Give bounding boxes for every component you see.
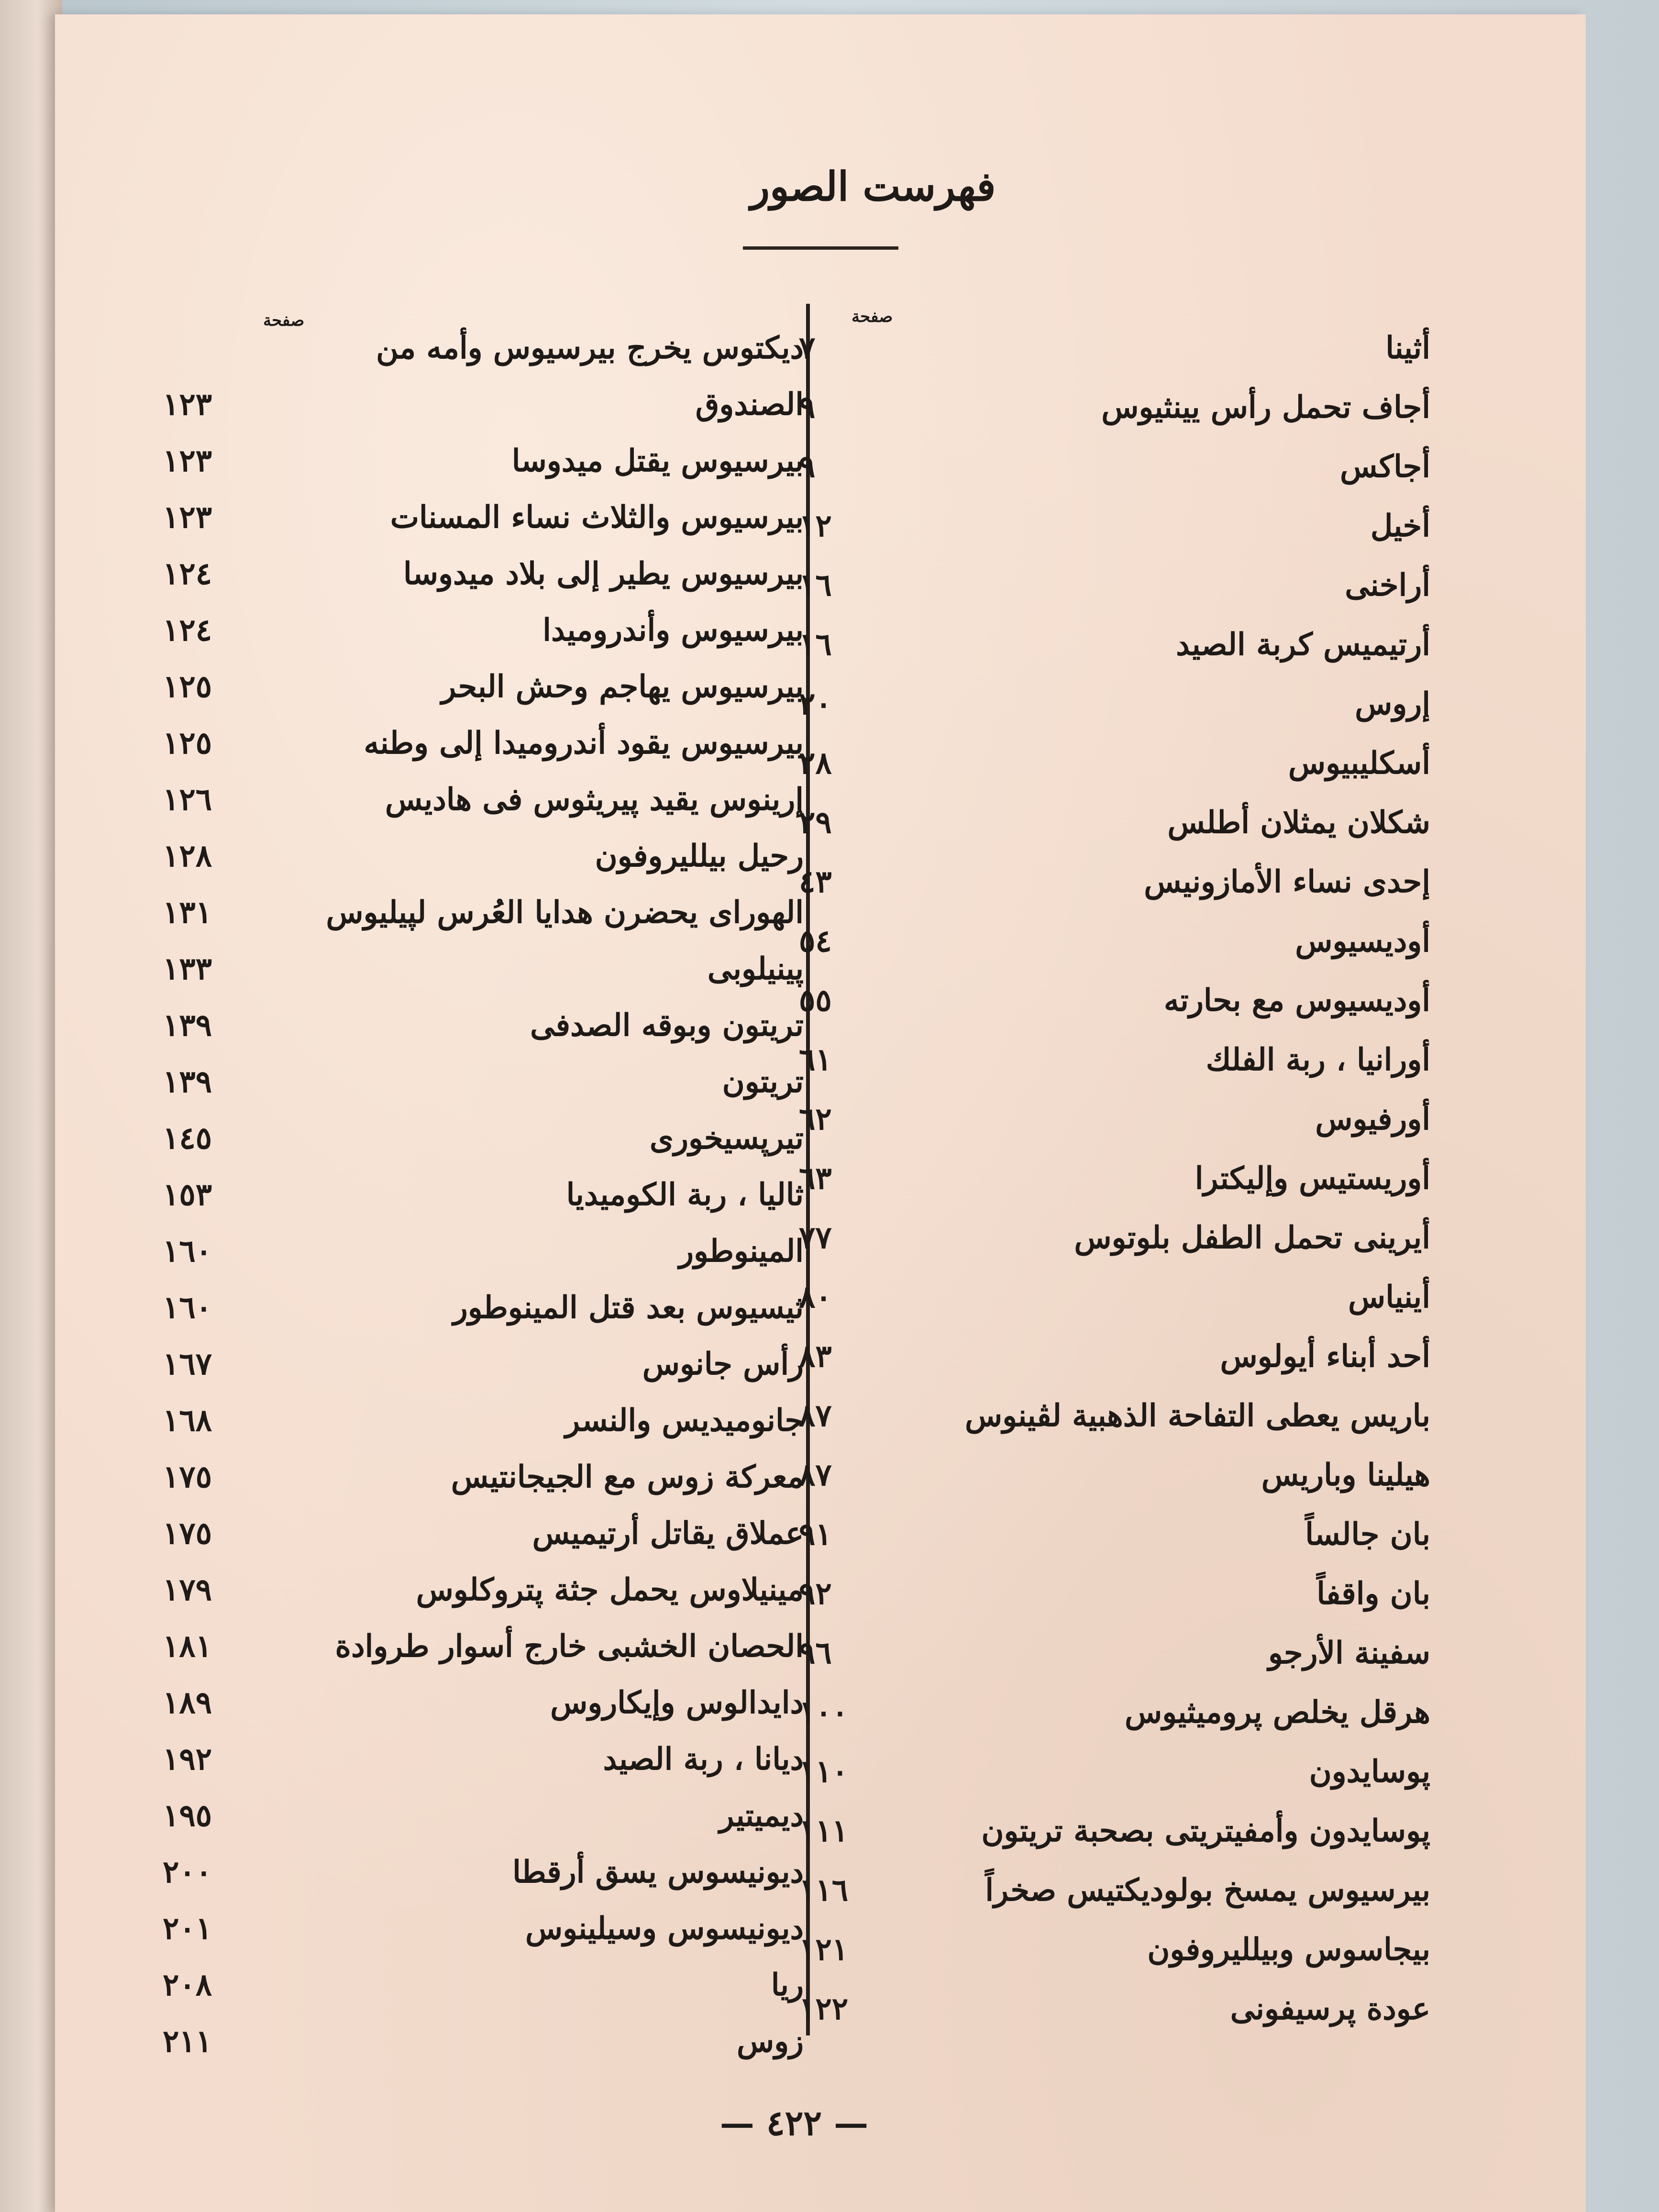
entry-title: ديميتير [719,1798,804,1834]
entry-page-number: ٥٥ [799,983,832,1018]
entry-title: پينيلوبى [707,951,804,987]
entry-title: أيرينى تحمل الطفل بلوتوس [1074,1220,1430,1256]
left-index-column [55,14,1586,2212]
index-entry [163,384,804,425]
entry-title: بيجاسوس وبيلليروفون [1147,1932,1430,1968]
entry-title: جانوميديس والنسر [565,1403,804,1438]
entry-page-number: ٨٣ [799,1338,832,1374]
entry-title: بيرسيوس وأندروميدا [542,612,804,648]
entry-title: أورانيا ، ربة الفلك [1206,1042,1430,1078]
entry-page-number: ١٤٥ [163,1120,212,1156]
entry-page-number: ٢٠ [799,686,832,722]
entry-page-number: ١٧٥ [163,1459,212,1495]
entry-page-number: ١٦٧ [163,1346,212,1382]
entry-page-number: ٨٧ [799,1457,832,1493]
index-entry [163,1118,804,1159]
entry-title: شكلان يمثلان أطلس [1167,805,1430,841]
entry-title: ديكتوس يخرج بيرسيوس وأمه من [376,330,804,366]
entry-title: ديونيسوس وسيلينوس [525,1911,804,1947]
index-entry [163,949,804,990]
index-entry [163,1513,804,1554]
page-number: — ٤٢٢ — [719,2102,869,2143]
entry-title: أخيل [1370,508,1430,544]
entry-title: هيلينا وباريس [1261,1457,1430,1493]
entry-title: ديونيسوس يسق أرقطا [512,1854,804,1890]
entry-title: أراخنى [1345,567,1430,603]
entry-page-number: ١٦ [799,627,832,663]
entry-title: أوديسيوس [1295,923,1430,959]
entry-title: أثينا [1385,330,1430,366]
entry-page-number: ١٨٩ [163,1685,212,1721]
entry-page-number: ٦١ [799,1042,832,1078]
index-entry [163,1739,804,1780]
entry-title: بيرسيوس يقتل ميدوسا [511,443,804,479]
book-page [55,14,1586,2212]
index-entry [163,610,804,651]
entry-page-number: ٨٧ [799,1398,832,1434]
entry-page-number: ٤٣ [799,864,832,900]
entry-title: ثاليا ، ربة الكوميديا [566,1177,804,1213]
entry-title: أجاف تحمل رأس يينثيوس [1101,389,1430,425]
entry-title: رحيل بيلليروفون [595,838,804,874]
entry-title: بان جالساً [1305,1516,1430,1552]
index-entry [163,1570,804,1611]
index-entry [163,1231,804,1272]
entry-page-number: ٩ [799,389,816,425]
entry-title: المينوطور [679,1233,804,1269]
entry-title: مينيلاوس يحمل جثة پتروكلوس [416,1572,804,1608]
entry-page-number: ٢٠٠ [163,1854,212,1890]
index-entry [163,892,804,933]
entry-title: أورفيوس [1315,1101,1430,1137]
entry-title: إرينوس يقيد پيريثوس فى هاديس [385,782,804,818]
entry-title: ثيسيوس بعد قتل المينوطور [453,1290,804,1326]
entry-title: بيرسيوس يهاجم وحش البحر [441,669,804,705]
entry-page-number: ١٧٥ [163,1515,212,1551]
index-entry [163,1344,804,1385]
entry-title: بيرسيوس والثلاث نساء المسنات [390,499,804,535]
entry-title: معركة زوس مع الجيجانتيس [451,1459,804,1495]
entry-page-number: ١٣٣ [163,951,212,987]
entry-page-number: ١٢٤ [163,556,212,592]
entry-title: بيرسيوس يقود أندروميدا إلى وطنه [364,725,804,761]
entry-title: أرتيميس كربة الصيد [1176,627,1430,663]
index-entry [163,2021,804,2062]
entry-title: پوسايدون [1309,1754,1430,1790]
entry-page-number: ١٢٣ [163,443,212,479]
index-entry [163,497,804,538]
entry-page-number: ١٣٩ [163,1007,212,1043]
left-column-page-heading: صفحة [263,311,305,330]
entry-title: الهوراى يحضرن هدايا العُرس لپيليوس [326,895,804,930]
entry-page-number: ١٧٩ [163,1572,212,1608]
entry-page-number: ٩٦ [799,1635,832,1671]
index-entry [163,723,804,764]
entry-page-number: ٢٨ [799,745,832,781]
entry-title: هرقل يخلص پروميثيوس [1125,1694,1430,1730]
entry-title: بان واقفاً [1316,1576,1430,1612]
entry-title: بيرسيوس يمسخ بولوديكتيس صخراً [985,1872,1430,1908]
index-entry [163,441,804,482]
entry-page-number: ١٢٦ [163,782,212,818]
entry-page-number: ٧ [799,330,816,366]
index-entry [163,1174,804,1216]
entry-page-number: ١٢٨ [163,838,212,874]
index-entry [163,666,804,708]
entry-page-number: ١٣١ [163,895,212,930]
entry-page-number: ١٦٠ [163,1290,212,1326]
page-title: فهرست الصور [750,163,996,210]
entry-title: تيرپسيخورى [649,1120,804,1156]
entry-page-number: ١٦٨ [163,1403,212,1438]
entry-page-number: ١٢١ [799,1932,849,1968]
entry-title: بيرسيوس يطير إلى بلاد ميدوسا [403,556,804,592]
entry-title: ديانا ، ربة الصيد [603,1741,804,1777]
entry-title: أينياس [1348,1279,1430,1315]
entry-page-number: ١٢٣ [163,387,212,422]
entry-page-number: ١١٦ [799,1872,849,1908]
index-entry [163,1852,804,1893]
entry-title: أوديسيوس مع بحارته [1163,983,1430,1018]
index-entry [163,1400,804,1441]
index-entry [163,1287,804,1328]
entry-page-number: ١٢ [799,508,832,544]
entry-page-number: ٧٧ [799,1220,832,1256]
index-entry [163,1457,804,1498]
entry-page-number: ١٣٩ [163,1064,212,1100]
entry-page-number: ٥٤ [799,923,832,959]
entry-title: پوسايدون وأمفيتريتى بصحبة تريتون [981,1813,1430,1849]
entry-page-number: ١٠٠ [799,1694,849,1730]
entry-title: أجاكس [1340,449,1430,485]
entry-title: تريتون وبوقه الصدفى [530,1007,804,1043]
entry-page-number: ٢٠٨ [163,1967,212,2003]
entry-page-number: ١٢٤ [163,612,212,648]
entry-page-number: ٩ [799,449,816,485]
entry-title: رأس جانوس [642,1346,804,1382]
index-entry [163,1908,804,1949]
index-entry [163,553,804,595]
entry-page-number: ٦٢ [799,1101,832,1137]
entry-page-number: ١٢٥ [163,669,212,705]
entry-title: الحصان الخشبى خارج أسوار طروادة [335,1628,804,1664]
entry-title: زوس [737,2024,804,2059]
entry-page-number: ١٨١ [163,1628,212,1664]
entry-page-number: ١٥٣ [163,1177,212,1213]
entry-title: سفينة الأرجو [1268,1635,1430,1671]
index-entry [163,779,804,820]
entry-page-number: ١٢٢ [799,1991,849,2027]
right-column-page-heading: صفحة [852,307,893,326]
index-entry [163,836,804,877]
entry-page-number: ١١١ [799,1813,849,1849]
entry-page-number: ٢٩ [799,805,832,841]
entry-page-number: ٢١١ [163,2024,212,2059]
entry-title: إحدى نساء الأمازونيس [1144,864,1430,900]
index-entry [163,1626,804,1667]
entry-title: تريتون [722,1064,804,1100]
entry-page-number: ٢٠١ [163,1911,212,1947]
entry-page-number: ١٢٣ [163,499,212,535]
entry-page-number: ٨٠ [799,1279,832,1315]
entry-page-number: ١٦٠ [163,1233,212,1269]
entry-title: عملاق يقاتل أرتيميس [532,1515,804,1551]
index-entry [163,1005,804,1046]
entry-page-number: ١٦ [799,567,832,603]
entry-title: باريس يعطى التفاحة الذهبية لڤينوس [965,1398,1430,1434]
entry-title: عودة پرسيفونى [1230,1991,1430,2027]
entry-title: أوريستيس وإليكترا [1194,1161,1430,1196]
index-entry [163,1795,804,1836]
entry-title: الصندوق [695,387,804,422]
entry-page-number: ٩٢ [799,1576,832,1612]
entry-page-number: ١٩٢ [163,1741,212,1777]
entry-page-number: ١٩٥ [163,1798,212,1834]
entry-page-number: ٦٣ [799,1161,832,1196]
index-entry [163,1965,804,2006]
entry-title: أسكليبيوس [1288,745,1430,781]
entry-page-number: ٩١ [799,1516,832,1552]
index-entry [163,1682,804,1724]
entry-title: دايدالوس وإيكاروس [550,1685,804,1721]
entry-title: أحد أبناء أيولوس [1220,1338,1430,1374]
book-page-edge [0,0,62,2212]
entry-title: إروس [1355,686,1430,722]
index-entry [163,328,804,369]
entry-page-number: ١١٠ [799,1754,849,1790]
index-entry [163,1062,804,1103]
entry-title: ريا [771,1967,804,2003]
entry-page-number: ١٢٥ [163,725,212,761]
